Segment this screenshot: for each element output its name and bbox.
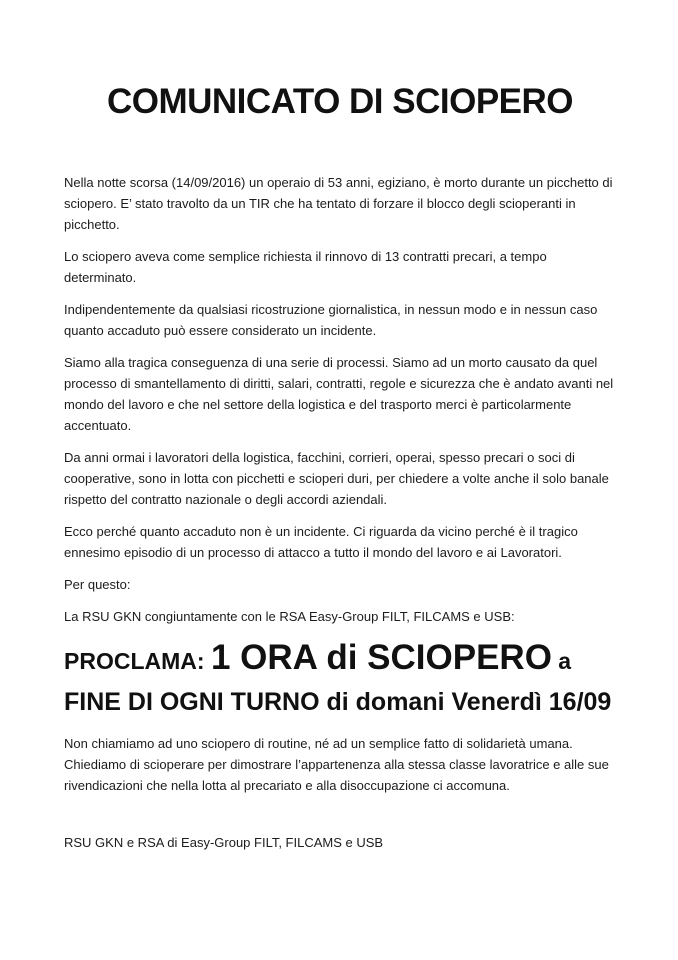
proclamation-heading: [64, 639, 616, 678]
body-paragraph: Lo sciopero aveva come semplice richiesta il rinnovo di 13 contratti precari, a tempo determinato.: [64, 249, 547, 285]
body-paragraph-rsu-intro: La RSU GKN congiuntamente con le RSA Easy-Group FILT, FILCAMS e USB:: [64, 609, 515, 624]
signature-line: RSU GKN e RSA di Easy-Group FILT, FILCAMS e USB: [64, 834, 384, 850]
body-paragraph: Indipendentemente da qualsiasi ricostruzione giornalistica, in nessun modo e in nessun caso quanto accaduto può essere considerato un incidente.: [64, 302, 598, 338]
closing-paragraph: Non chiamiamo ad uno sciopero di routine, né ad un semplice fatto di solidarietà umana. Chiediamo di scioperare per dimostrare l’appartenenza alla stessa classe lavoratrice e alle sue rivendicazioni che nella lotta al precariato e alla disoccupazione ci accomuna.: [64, 735, 609, 793]
proclamation-line2: FINE DI OGNI TURNO di domani Venerdì 16/09: [64, 687, 612, 716]
body-paragraph: Da anni ormai i lavoratori della logistica, facchini, corrieri, operai, spesso precari o soci di cooperative, sono in lotta con picchetti e scioperi duri, per chiedere a volte anche il solo banale rispetto del contratto nazionale o degli accordi aziendali.: [64, 450, 609, 507]
proclamation-suffix: a: [551, 648, 572, 674]
body-paragraph-per-questo: Per questo:: [64, 577, 131, 592]
body-paragraph: Nella notte scorsa (14/09/2016) un operaio di 53 anni, egiziano, è morto durante un picchetto di sciopero. E’ stato travolto da un TIR che ha tentato di forzare il blocco degli scioperanti in picchetto.: [64, 175, 613, 232]
document-title: COMUNICATO DI SCIOPERO: [106, 82, 574, 121]
proclamation-main: 1 ORA di SCIOPERO: [210, 638, 552, 677]
proclamation-prefix: PROCLAMA:: [64, 648, 211, 674]
body-paragraph: Ecco perché quanto accaduto non è un incidente. Ci riguarda da vicino perché è il tragico ennesimo episodio di un processo di attacco a tutto il mondo del lavoro e ai Lavoratori.: [64, 524, 578, 560]
body-paragraph: Siamo alla tragica conseguenza di una serie di processi. Siamo ad un morto causato da quel processo di smantellamento di diritti, salari, contratti, regole e sicurezza che è andato avanti nel mondo del lavoro e che nel settore della logistica e del trasporto merci è particolarmente accentuato.: [64, 355, 614, 433]
